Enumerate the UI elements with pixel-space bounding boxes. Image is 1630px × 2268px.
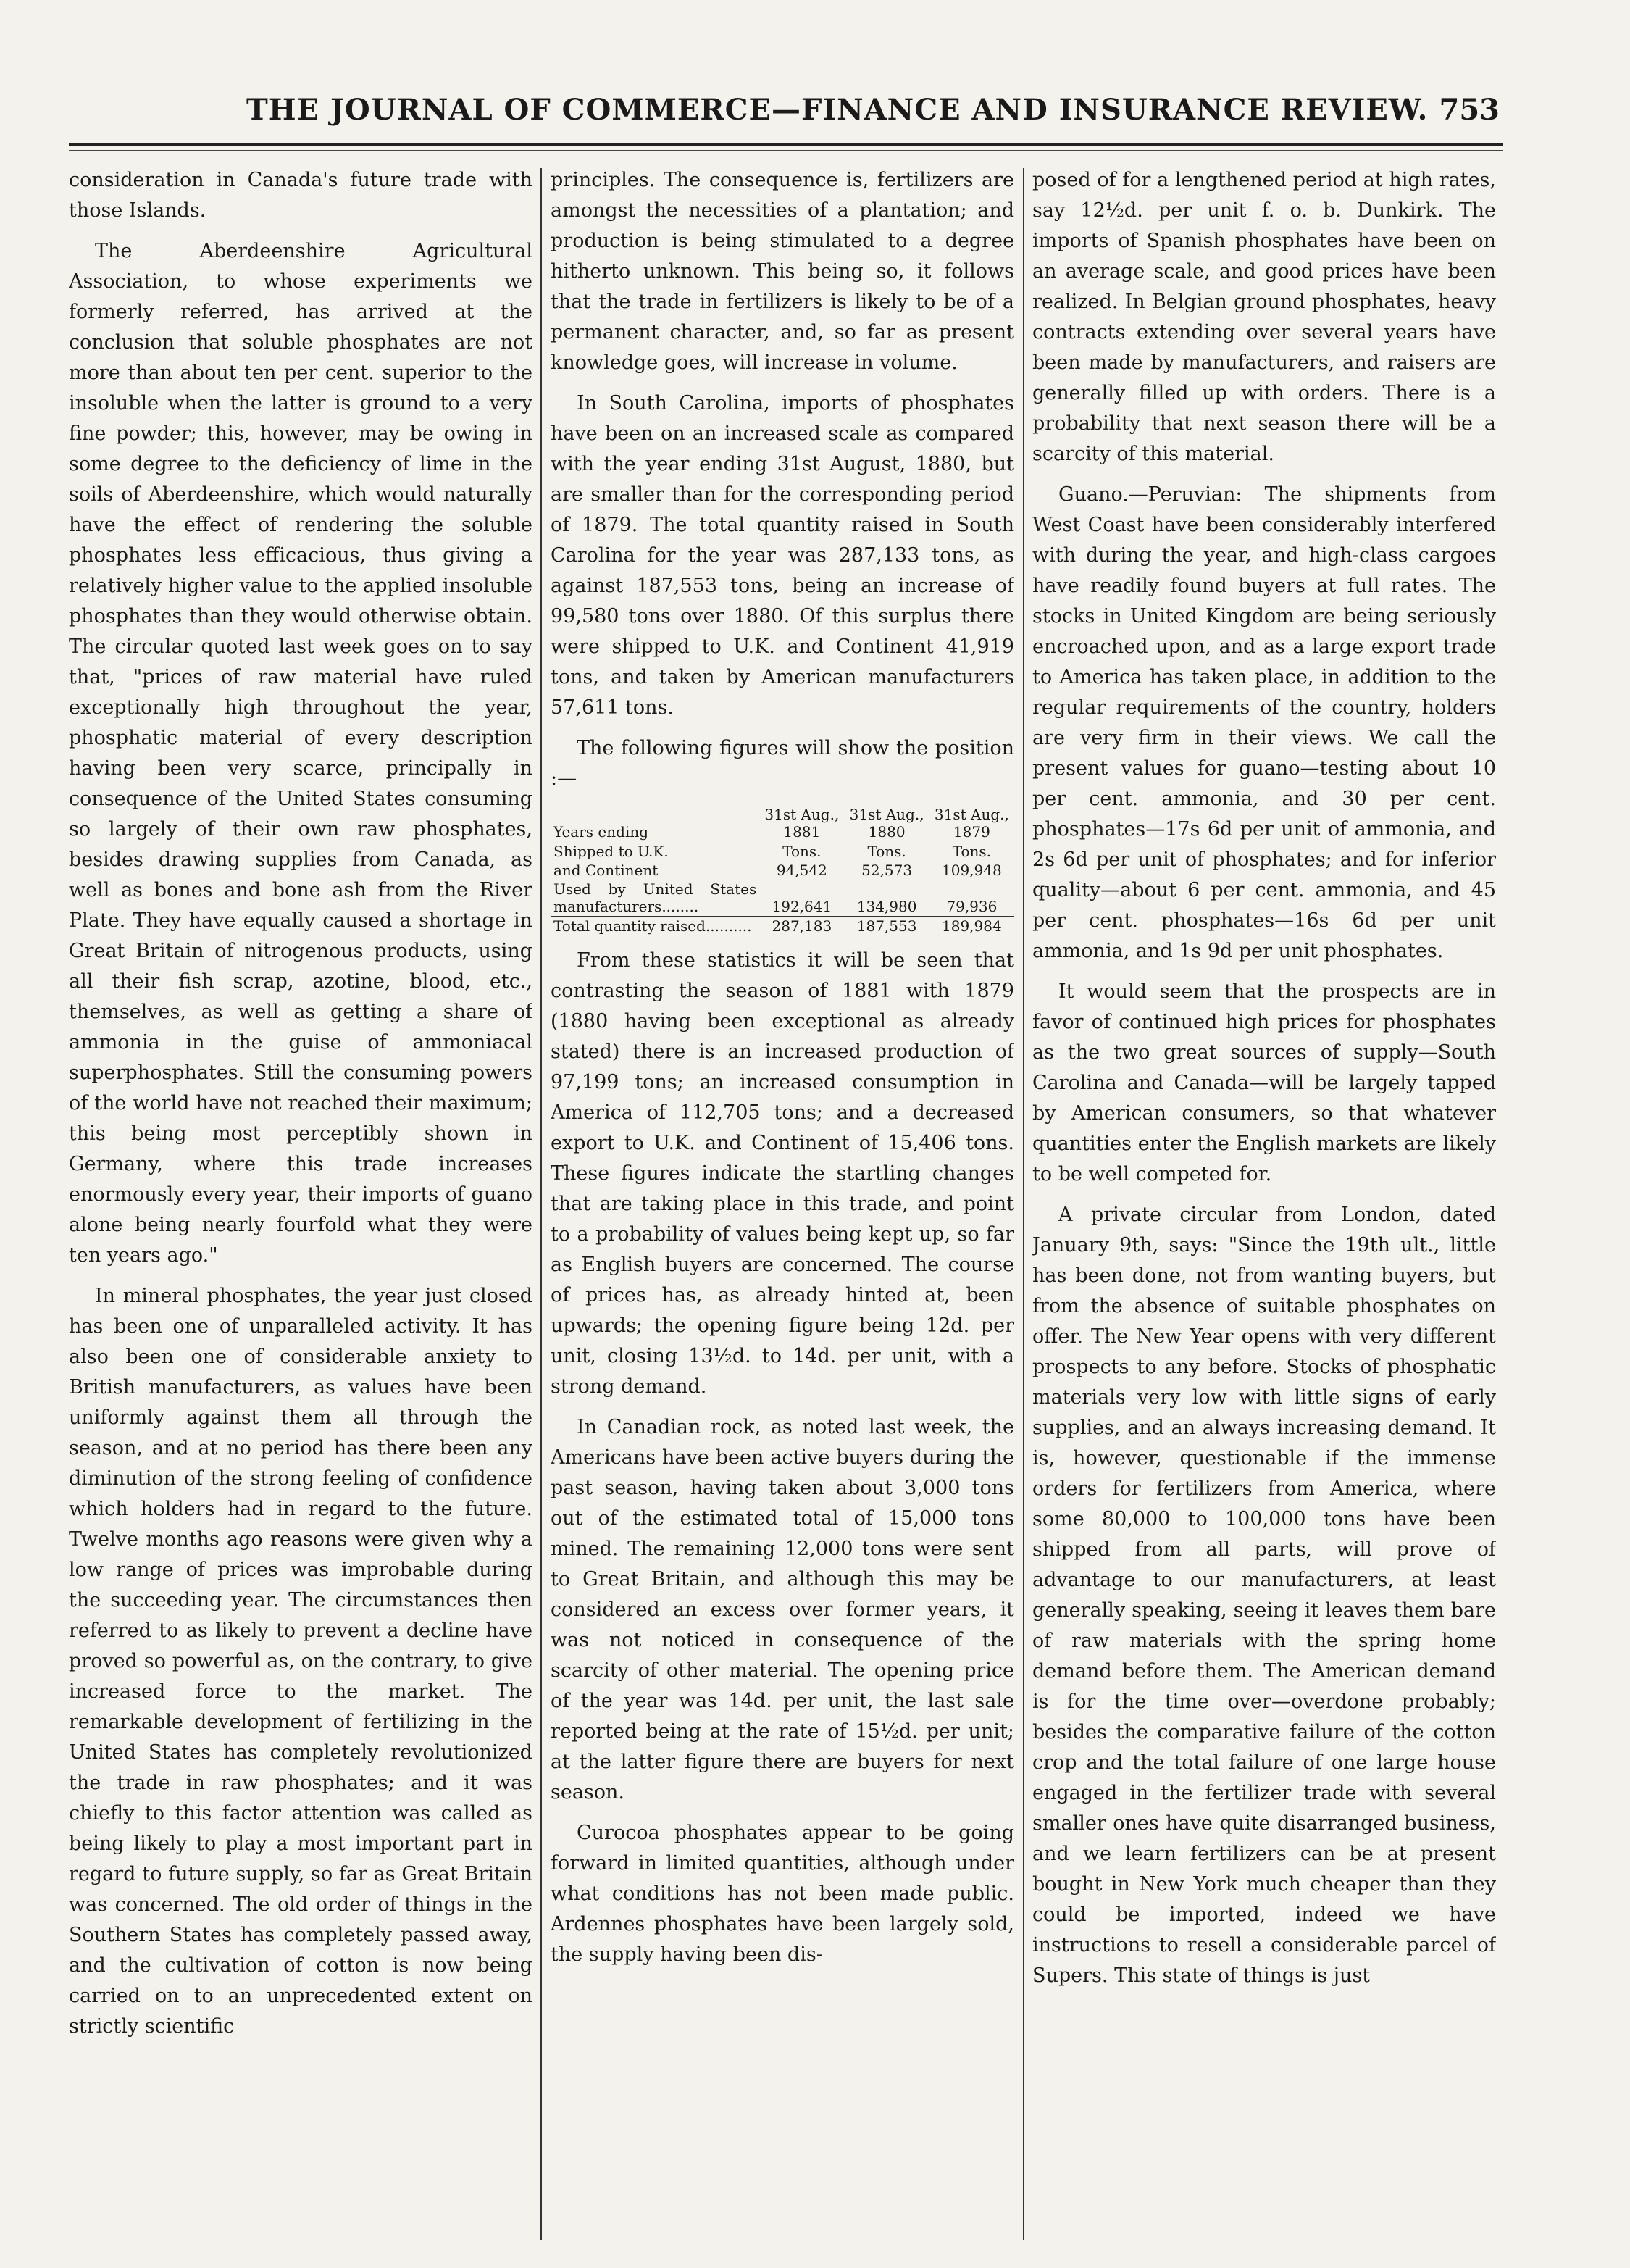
paragraph: Guano.—Peruvian: The shipments from West Coast have been considerably interfered with during the year, and high-class cargoes have readily found buyers at full rates. The stocks in United Kingdom are being seriously encroached upon, and as a large export trade to America has taken place, in addition to the regular requirements of the country, holders are very firm in their views. We call the present values for guano—testing about 10 per cent. ammonia, and 30 per cent. phosphates—17s 6d per unit of ammonia, and 2s 6d per unit of phosphates; and for inferior quality—about 6 per cent. ammonia, and 45 per cent. phosphates—16s 6d per unit ammonia, and 1s 9d per unit phosphates. (1032, 483, 1496, 962)
table-header: 31st Aug., 1881 (764, 806, 840, 841)
table-header: Years ending (553, 823, 649, 841)
column-1 (69, 165, 532, 2252)
paragraph: principles. The consequence is, fertilizers are amongst the necessities of a plantation; and production is being stimulated to a degree hitherto unknown. This being so, it follows that the trade in fertilizers is likely to be of a permanent character, and, so far as present knowledge goes, will increase in volume. (551, 169, 1014, 374)
row-label: Total quantity raised.......... (553, 917, 752, 935)
phosphate-figures-table (551, 804, 1014, 935)
table-cell: 187,553 (856, 917, 917, 935)
paragraph: A private circular from London, dated January 9th, says: "Since the 19th ult., little has been done, not from wanting buyers, but from the absence of suitable phosphates on offer. The New Year opens with very different prospects to any before. Stocks of phosphatic materials very low with little signs of early supplies, and an always increasing demand. It is, however, questionable if the immense orders for fertilizers from America, where some 80,000 to 100,000 tons have been shipped from all parts, will prove of advantage to our manufacturers, at least generally speaking, seeing it leaves them bare of raw materials with the spring home demand before them. The American demand is for the time over—overdone probably; besides the comparative failure of the cotton crop and the total failure of one large house engaged in the fertilizer trade with several smaller ones have quite disarranged business, and we learn fertilizers can be at present bought in New York much cheaper than they could be imported, indeed we have instructions to resell a considerable parcel of Supers. This state of things is just (1032, 1204, 1496, 1987)
table-cell: 52,573 (861, 862, 913, 879)
table-cell: 109,948 (942, 862, 1002, 879)
journal-title: THE JOURNAL OF COMMERCE—FINANCE AND INSURANCE REVIEW. (246, 93, 1429, 127)
table-row (551, 861, 1014, 880)
header-rule-thick (69, 143, 1503, 146)
table-cell: Tons. (782, 843, 822, 860)
paragraph: The following figures will show the position :— (551, 737, 1014, 790)
table-cell: 287,183 (772, 917, 832, 935)
table-cell: Tons. (867, 843, 906, 860)
table-row (551, 917, 1014, 936)
paragraph: Curocoa phosphates appear to be going forward in limited quantities, although under what conditions has not been made public. Ardennes phosphates have been largely sold, the supply having been dis- (551, 1822, 1014, 1966)
column-3 (1032, 165, 1496, 2252)
table-header: 31st Aug., 1879 (934, 806, 1009, 841)
table-cell: 192,641 (772, 898, 832, 915)
row-label: Used by United States manufacturers........ (553, 880, 757, 915)
table-header: 31st Aug., 1880 (849, 806, 924, 841)
table-row (551, 880, 1014, 917)
paragraph: In mineral phosphates, the year just closed has been one of unparalleled activity. It has also been one of considerable anxiety to British manufacturers, as values have been uniformly against them all through the season, and at no period has there been any diminution of the strong feeling of confidence which holders had in regard to the future. Twelve months ago reasons were given why a low range of prices was improbable during the succeeding year. The circumstances then referred to as likely to prevent a decline have proved so powerful as, on the contrary, to give increased force to the market. The remarkable development of fertilizing in the United States has completely revolutionized the trade in raw phosphates; and it was chiefly to this factor attention was called as being likely to play a most important part in regard to future supply, so far as Great Britain was concerned. The old order of things in the Southern States has completely passed away, and the cultivation of cotton is now being carried on to an unprecedented extent on strictly scientific (69, 1285, 532, 2038)
table-row (551, 842, 1014, 861)
column-divider (540, 168, 542, 2240)
paragraph: In South Carolina, imports of phosphates have been on an increased scale as compared with the year ending 31st August, 1880, but are smaller than for the corresponding period of 1879. The total quantity raised in South Carolina for the year was 287,133 tons, as against 187,553 tons, being an increase of 99,580 tons over 1880. Of this surplus there were shipped to U.K. and Continent 41,919 tons, and taken by American manufacturers 57,611 tons. (551, 392, 1014, 719)
column-2 (551, 165, 1014, 2252)
paragraph: posed of for a lengthened period at high rates, say 12½d. per unit f. o. b. Dunkirk. The imports of Spanish phosphates have been on an average scale, and good prices have been realized. In Belgian ground phosphates, heavy contracts extending over several years have been made by manufacturers, and raisers are generally filled up with orders. There is a probability that next season there will be a scarcity of this material. (1032, 169, 1496, 465)
paragraph: consideration in Canada's future trade with those Islands. (69, 169, 532, 222)
table-cell: Tons. (952, 843, 992, 860)
table-cell: 79,936 (946, 898, 998, 915)
table-cell: 94,542 (776, 862, 827, 879)
table-cell: 134,980 (856, 898, 917, 915)
table-header-row (551, 804, 1014, 842)
paragraph: It would seem that the prospects are in favor of continued high prices for phosphates as the two great sources of supply—South Carolina and Canada—will be largely tapped by American consumers, so that whatever quantities enter the English markets are likely to be well competed for. (1032, 980, 1496, 1185)
page-header (65, 86, 1507, 136)
page-number: 753 (1439, 93, 1500, 127)
header-rule-thin (69, 150, 1503, 151)
row-label: and Continent (553, 862, 659, 879)
paragraph: The Aberdeenshire Agricultural Association, to whose experiments we formerly referred, has arrived at the conclusion that soluble phosphates are not more than about ten per cent. superior to the insoluble when the latter is ground to a very fine powder; this, however, may be owing in some degree to the deficiency of lime in the soils of Aberdeenshire, which would naturally have the effect of rendering the soluble phosphates less efficacious, thus giving a relatively higher value to the applied insoluble phosphates than they would otherwise obtain. The circular quoted last week goes on to say that, "prices of raw material have ruled exceptionally high throughout the year, phosphatic material of every description having been very scarce, principally in consequence of the United States consuming so largely of their own raw phosphates, besides drawing supplies from Canada, as well as bones and bone ash from the River Plate. They have equally caused a shortage in Great Britain of nitrogenous products, using all their fish scrap, azotine, blood, etc., themselves, as well as getting a share of ammonia in the guise of ammoniacal superphosphates. Still the consuming powers of the world have not reached their maximum; this being most perceptibly shown in Germany, where this trade increases enormously every year, their imports of guano alone being nearly fourfold what they were ten years ago." (69, 240, 532, 1267)
table-cell: 189,984 (942, 917, 1002, 935)
paragraph: In Canadian rock, as noted last week, the Americans have been active buyers during the past season, having taken about 3,000 tons out of the estimated total of 15,000 tons mined. The remaining 12,000 tons were sent to Great Britain, and although this may be considered an excess over former years, it was not noticed in consequence of the scarcity of other material. The opening price of the year was 14d. per unit, the last sale reported being at the rate of 15½d. per unit; at the latter figure there are buyers for next season. (551, 1416, 1014, 1804)
row-label: Shipped to U.K. (553, 843, 669, 860)
column-divider (1023, 168, 1024, 2240)
paragraph: From these statistics it will be seen that contrasting the season of 1881 with 1879 (1880 having been exceptional as already stated) there is an increased production of 97,199 tons; an increased consumption in America of 112,705 tons; and a decreased export to U.K. and Continent of 15,406 tons. These figures indicate the startling changes that are taking place in this trade, and point to a probability of values being kept up, so far as English buyers are concerned. The course of prices has, as already hinted at, been upwards; the opening figure being 12d. per unit, closing 13½d. to 14d. per unit, with a strong demand. (551, 949, 1014, 1398)
